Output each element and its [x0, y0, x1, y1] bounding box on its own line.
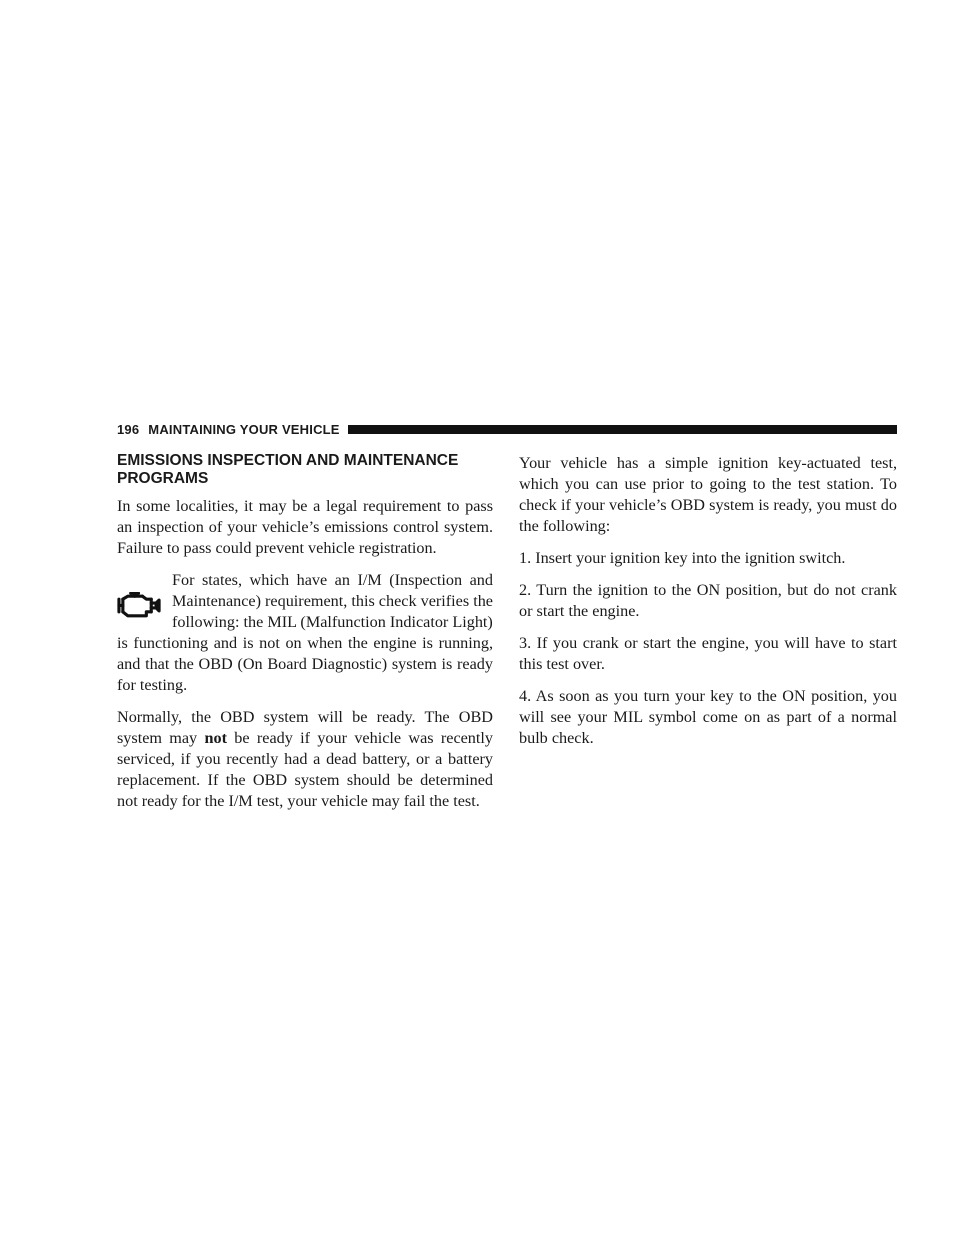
page-number: 196: [117, 421, 140, 437]
step-1: 1. Insert your ignition key into the ignition switch.: [519, 549, 846, 567]
step-3: 3. If you crank or start the engine, you will have to start this test over.: [519, 634, 897, 673]
emissions-section-heading: EMISSIONS INSPECTION AND MAINTENANCE PROGRAMS: [117, 452, 459, 487]
obd-text-end: be ready if your vehicle was recently serviced, if you recently had a dead battery, or a battery replacement. If the OBD system should be determined not ready for the I/M test, your vehicle may fail the test.: [117, 729, 493, 810]
header-rule: [348, 425, 897, 434]
test-intro-paragraph: Your vehicle has a simple ignition key-actuated test, which you can use prior to going to the test station. To check if your vehicle’s OBD system is ready, you must do the following:: [519, 454, 897, 535]
section-title-header: MAINTAINING YOUR VEHICLE: [148, 421, 340, 437]
step-4: 4. As soon as you turn your key to the ON position, you will see your MIL symbol come on as part of a normal bulb check.: [519, 687, 897, 747]
mil-text-continued: is functioning and is not on when the engine is running, and that the OBD (On Board Diagnostic) system is ready for testing.: [117, 634, 493, 694]
obd-text-start: Normally, the OBD system will be ready. The OBD system may: [117, 708, 493, 747]
obd-readiness-paragraph: [117, 707, 493, 812]
check-engine-icon: [117, 592, 162, 618]
left-column: [117, 452, 493, 823]
right-column: [519, 453, 897, 760]
page-header: [117, 421, 897, 437]
step-2: 2. Turn the ignition to the ON position, but do not crank or start the engine.: [519, 581, 897, 620]
mil-text-beside-icon: For states, which have an I/M (Inspection and Maintenance) requirement, this check verifies the following: the MIL (Malfunction Indicator Light): [172, 571, 493, 631]
obd-text-bold-not: not: [204, 729, 227, 747]
mil-paragraph: [117, 570, 493, 696]
intro-paragraph: In some localities, it may be a legal requirement to pass an inspection of your vehicle’s emissions control system. Failure to pass could prevent vehicle registration.: [117, 497, 493, 557]
